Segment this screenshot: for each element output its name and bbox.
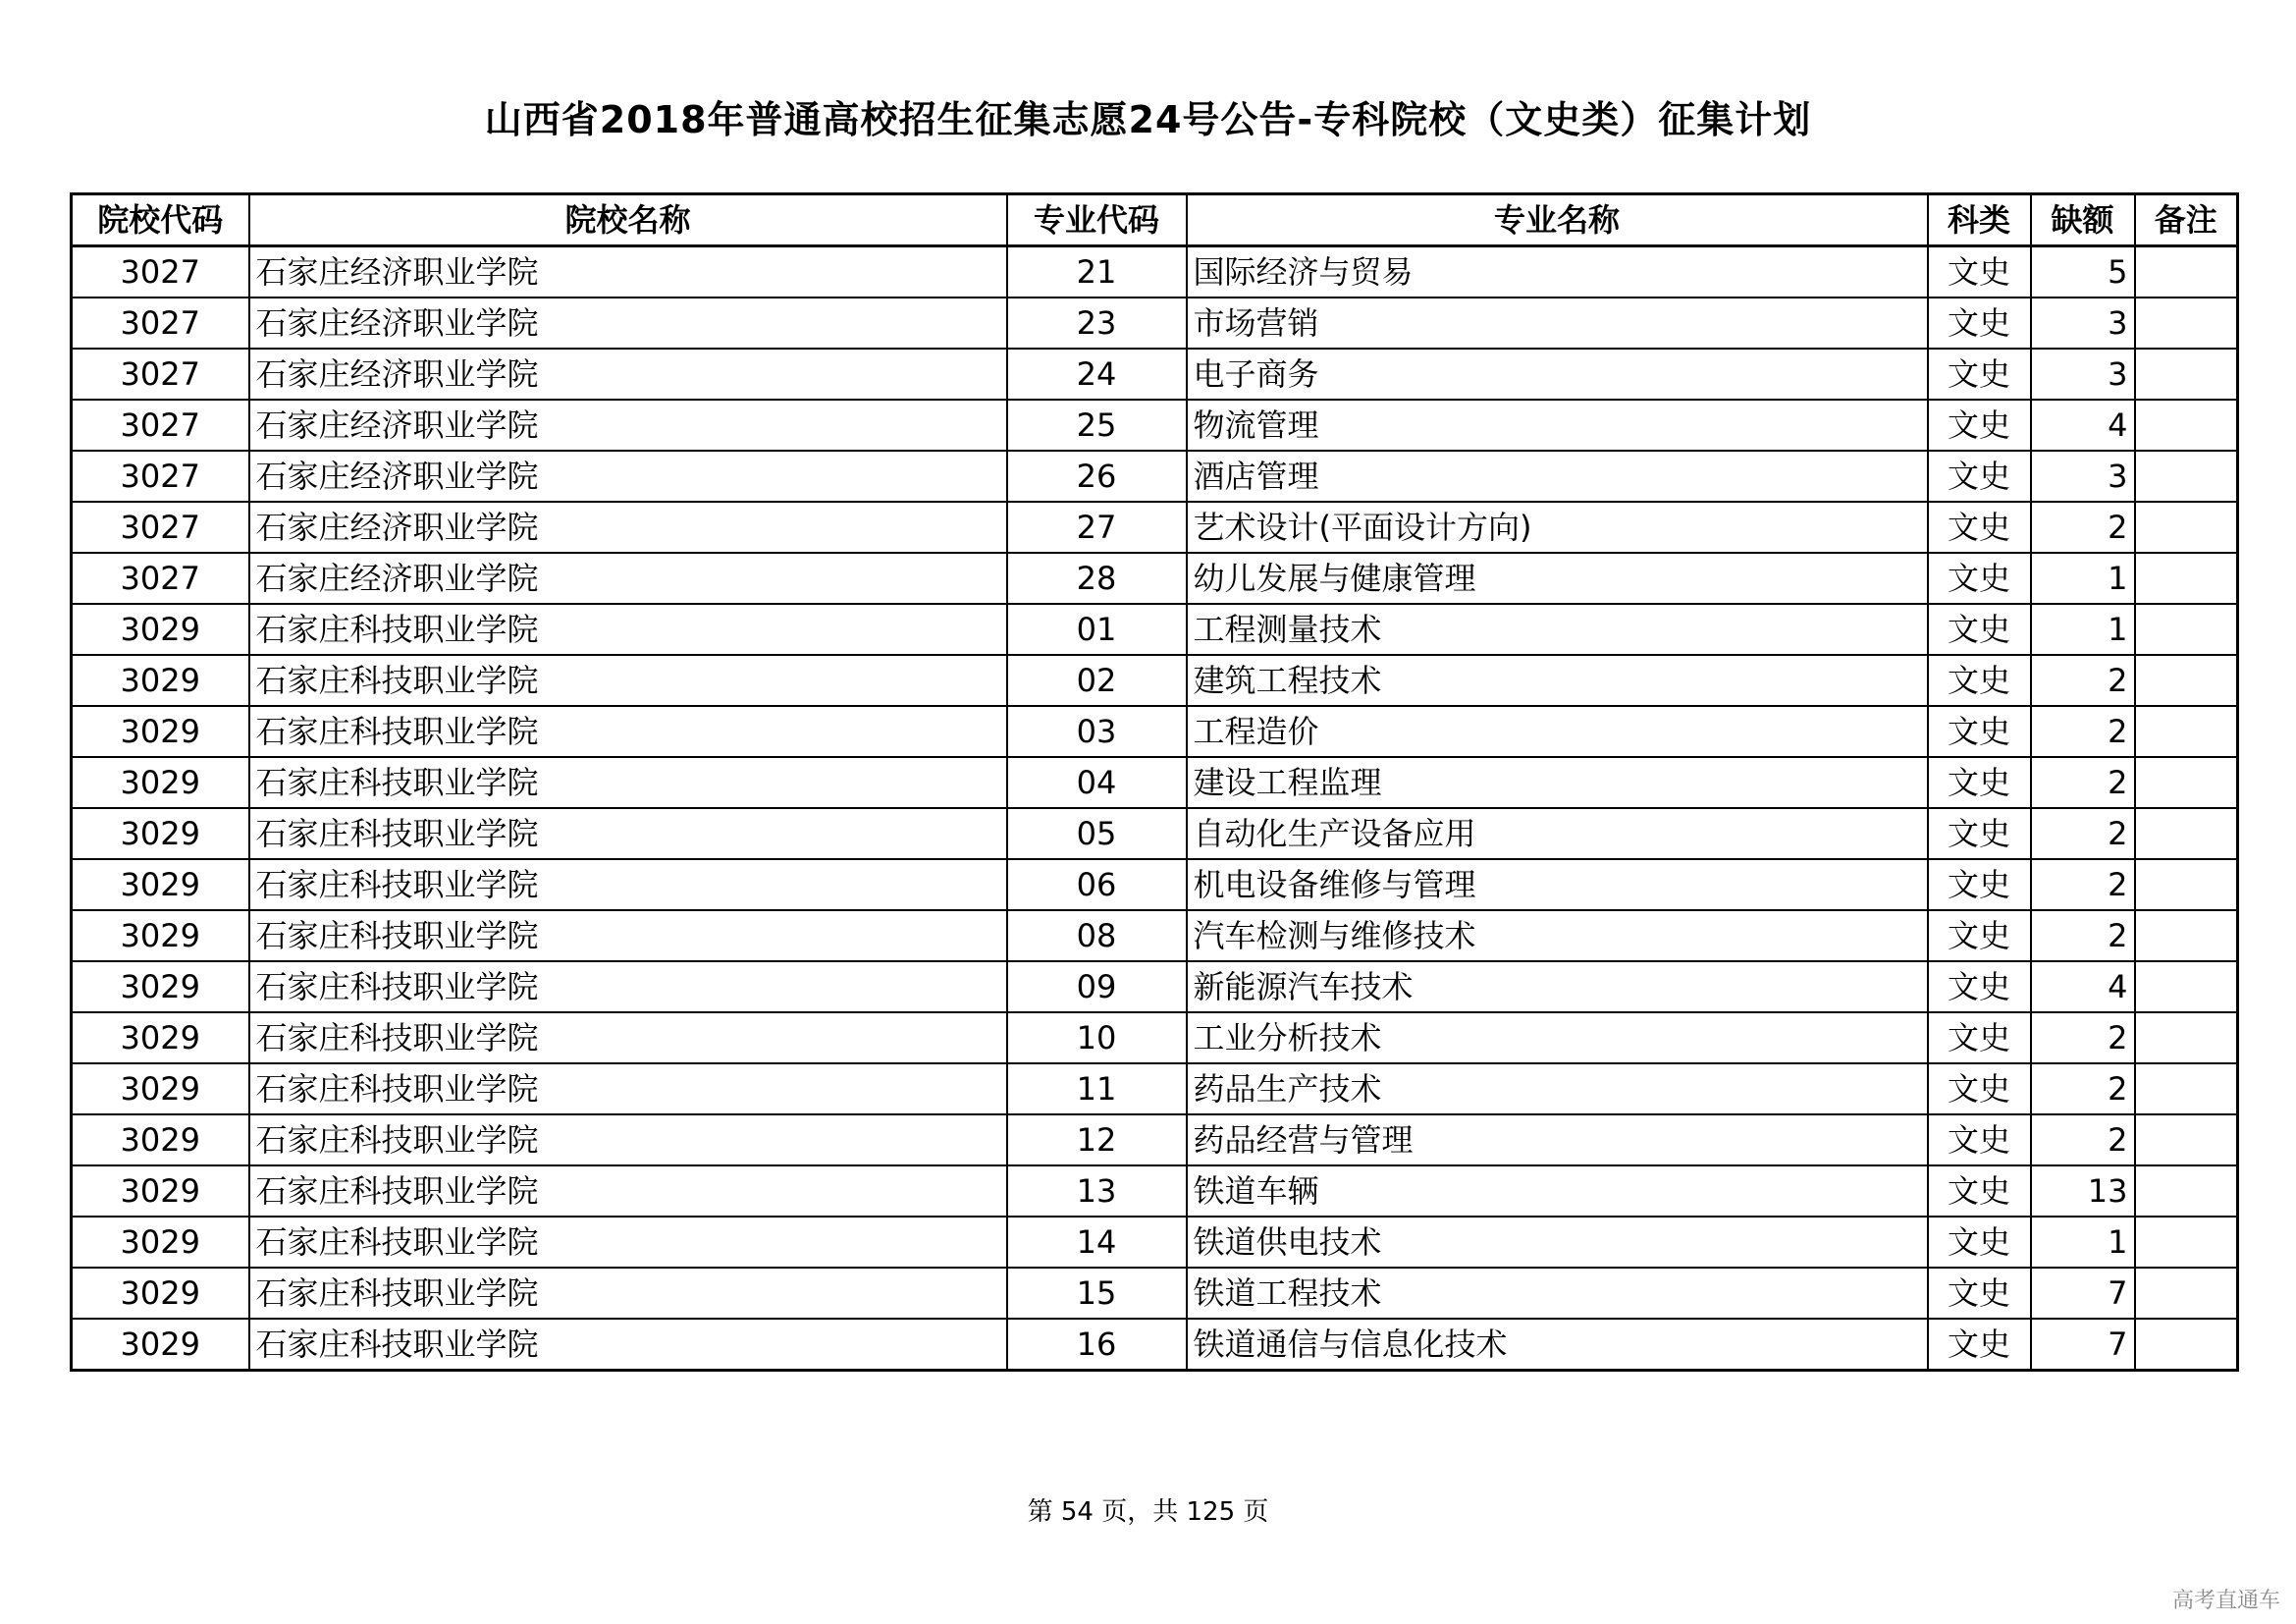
table-row bbox=[72, 349, 2238, 400]
cell-category: 文史 bbox=[1928, 910, 2031, 961]
table-row bbox=[72, 808, 2238, 859]
cell-major-code: 16 bbox=[1007, 1319, 1187, 1371]
cell-major-name: 工程造价 bbox=[1187, 706, 1928, 757]
cell-major-name: 建设工程监理 bbox=[1187, 757, 1928, 808]
cell-category: 文史 bbox=[1928, 553, 2031, 604]
cell-note bbox=[2135, 553, 2238, 604]
cell-vacancy: 1 bbox=[2031, 1217, 2135, 1268]
table-row bbox=[72, 604, 2238, 655]
cell-major-code: 03 bbox=[1007, 706, 1187, 757]
cell-school-code: 3029 bbox=[72, 910, 249, 961]
cell-note bbox=[2135, 757, 2238, 808]
cell-major-code: 12 bbox=[1007, 1114, 1187, 1165]
cell-vacancy: 2 bbox=[2031, 910, 2135, 961]
cell-school-name: 石家庄经济职业学院 bbox=[249, 553, 1007, 604]
cell-vacancy: 3 bbox=[2031, 349, 2135, 400]
cell-school-code: 3029 bbox=[72, 1165, 249, 1217]
cell-school-code: 3027 bbox=[72, 553, 249, 604]
cell-school-code: 3029 bbox=[72, 1063, 249, 1114]
cell-category: 文史 bbox=[1928, 1319, 2031, 1371]
cell-major-code: 13 bbox=[1007, 1165, 1187, 1217]
enrollment-plan-table bbox=[70, 192, 2239, 1372]
table-row bbox=[72, 553, 2238, 604]
table-row bbox=[72, 757, 2238, 808]
cell-major-code: 04 bbox=[1007, 757, 1187, 808]
cell-school-code: 3029 bbox=[72, 808, 249, 859]
cell-school-name: 石家庄科技职业学院 bbox=[249, 1268, 1007, 1319]
document-title: 山西省2018年普通高校招生征集志愿24号公告-专科院校（文史类）征集计划 bbox=[484, 98, 1812, 141]
cell-school-code: 3027 bbox=[72, 246, 249, 298]
cell-category: 文史 bbox=[1928, 655, 2031, 706]
cell-major-name: 工业分析技术 bbox=[1187, 1012, 1928, 1063]
cell-category: 文史 bbox=[1928, 1063, 2031, 1114]
cell-vacancy: 2 bbox=[2031, 502, 2135, 553]
cell-vacancy: 7 bbox=[2031, 1268, 2135, 1319]
cell-category: 文史 bbox=[1928, 706, 2031, 757]
cell-major-code: 21 bbox=[1007, 246, 1187, 298]
cell-school-name: 石家庄科技职业学院 bbox=[249, 1217, 1007, 1268]
cell-major-code: 11 bbox=[1007, 1063, 1187, 1114]
cell-category: 文史 bbox=[1928, 1268, 2031, 1319]
table-row bbox=[72, 859, 2238, 910]
cell-category: 文史 bbox=[1928, 961, 2031, 1012]
cell-vacancy: 2 bbox=[2031, 655, 2135, 706]
header-note: 备注 bbox=[2135, 194, 2238, 246]
cell-vacancy: 7 bbox=[2031, 1319, 2135, 1371]
cell-major-code: 27 bbox=[1007, 502, 1187, 553]
cell-note bbox=[2135, 655, 2238, 706]
cell-school-name: 石家庄科技职业学院 bbox=[249, 1319, 1007, 1371]
cell-school-code: 3029 bbox=[72, 757, 249, 808]
cell-school-name: 石家庄科技职业学院 bbox=[249, 604, 1007, 655]
cell-note bbox=[2135, 1319, 2238, 1371]
cell-school-code: 3027 bbox=[72, 298, 249, 349]
cell-major-name: 药品经营与管理 bbox=[1187, 1114, 1928, 1165]
cell-note bbox=[2135, 400, 2238, 451]
table-row bbox=[72, 1319, 2238, 1371]
cell-major-name: 铁道车辆 bbox=[1187, 1165, 1928, 1217]
cell-school-code: 3027 bbox=[72, 400, 249, 451]
cell-major-name: 自动化生产设备应用 bbox=[1187, 808, 1928, 859]
table-row bbox=[72, 706, 2238, 757]
table-row bbox=[72, 246, 2238, 298]
cell-vacancy: 2 bbox=[2031, 808, 2135, 859]
cell-major-code: 14 bbox=[1007, 1217, 1187, 1268]
cell-category: 文史 bbox=[1928, 1012, 2031, 1063]
cell-note bbox=[2135, 604, 2238, 655]
cell-category: 文史 bbox=[1928, 1114, 2031, 1165]
table-row bbox=[72, 1114, 2238, 1165]
table-body bbox=[72, 246, 2238, 1371]
cell-school-code: 3029 bbox=[72, 961, 249, 1012]
cell-major-name: 建筑工程技术 bbox=[1187, 655, 1928, 706]
header-category: 科类 bbox=[1928, 194, 2031, 246]
cell-major-name: 酒店管理 bbox=[1187, 451, 1928, 502]
cell-school-code: 3029 bbox=[72, 1319, 249, 1371]
cell-major-name: 电子商务 bbox=[1187, 349, 1928, 400]
cell-major-name: 艺术设计(平面设计方向) bbox=[1187, 502, 1928, 553]
cell-school-code: 3029 bbox=[72, 1268, 249, 1319]
cell-major-name: 幼儿发展与健康管理 bbox=[1187, 553, 1928, 604]
cell-major-code: 06 bbox=[1007, 859, 1187, 910]
cell-school-name: 石家庄科技职业学院 bbox=[249, 808, 1007, 859]
cell-school-name: 石家庄科技职业学院 bbox=[249, 1114, 1007, 1165]
cell-category: 文史 bbox=[1928, 349, 2031, 400]
cell-school-name: 石家庄科技职业学院 bbox=[249, 757, 1007, 808]
header-school-name: 院校名称 bbox=[249, 194, 1007, 246]
cell-major-code: 05 bbox=[1007, 808, 1187, 859]
cell-school-name: 石家庄科技职业学院 bbox=[249, 859, 1007, 910]
cell-note bbox=[2135, 502, 2238, 553]
cell-vacancy: 1 bbox=[2031, 604, 2135, 655]
cell-category: 文史 bbox=[1928, 808, 2031, 859]
cell-note bbox=[2135, 1165, 2238, 1217]
cell-major-code: 24 bbox=[1007, 349, 1187, 400]
cell-major-name: 铁道通信与信息化技术 bbox=[1187, 1319, 1928, 1371]
cell-school-name: 石家庄经济职业学院 bbox=[249, 246, 1007, 298]
table-row bbox=[72, 451, 2238, 502]
cell-note bbox=[2135, 298, 2238, 349]
cell-vacancy: 13 bbox=[2031, 1165, 2135, 1217]
cell-major-code: 23 bbox=[1007, 298, 1187, 349]
cell-school-name: 石家庄科技职业学院 bbox=[249, 910, 1007, 961]
cell-major-code: 02 bbox=[1007, 655, 1187, 706]
watermark-text: 高考直通车 bbox=[2171, 1589, 2280, 1613]
cell-school-name: 石家庄科技职业学院 bbox=[249, 1165, 1007, 1217]
cell-note bbox=[2135, 349, 2238, 400]
cell-vacancy: 5 bbox=[2031, 246, 2135, 298]
cell-school-name: 石家庄经济职业学院 bbox=[249, 451, 1007, 502]
page-number-footer: 第 54 页，共 125 页 bbox=[1027, 1497, 1269, 1527]
table-header-row bbox=[72, 194, 2238, 246]
cell-note bbox=[2135, 246, 2238, 298]
cell-school-code: 3029 bbox=[72, 706, 249, 757]
cell-school-code: 3027 bbox=[72, 451, 249, 502]
cell-category: 文史 bbox=[1928, 859, 2031, 910]
cell-major-code: 08 bbox=[1007, 910, 1187, 961]
cell-category: 文史 bbox=[1928, 298, 2031, 349]
cell-note bbox=[2135, 859, 2238, 910]
cell-category: 文史 bbox=[1928, 451, 2031, 502]
cell-school-name: 石家庄科技职业学院 bbox=[249, 1012, 1007, 1063]
cell-major-code: 10 bbox=[1007, 1012, 1187, 1063]
cell-vacancy: 2 bbox=[2031, 859, 2135, 910]
cell-school-code: 3029 bbox=[72, 604, 249, 655]
cell-major-name: 汽车检测与维修技术 bbox=[1187, 910, 1928, 961]
header-school-code: 院校代码 bbox=[72, 194, 249, 246]
cell-major-name: 物流管理 bbox=[1187, 400, 1928, 451]
table-row bbox=[72, 910, 2238, 961]
cell-school-code: 3029 bbox=[72, 655, 249, 706]
cell-vacancy: 1 bbox=[2031, 553, 2135, 604]
cell-school-name: 石家庄科技职业学院 bbox=[249, 961, 1007, 1012]
cell-school-code: 3029 bbox=[72, 1217, 249, 1268]
table-row bbox=[72, 502, 2238, 553]
cell-vacancy: 4 bbox=[2031, 961, 2135, 1012]
table-row bbox=[72, 655, 2238, 706]
cell-major-code: 28 bbox=[1007, 553, 1187, 604]
cell-category: 文史 bbox=[1928, 757, 2031, 808]
cell-school-code: 3029 bbox=[72, 859, 249, 910]
header-major-name: 专业名称 bbox=[1187, 194, 1928, 246]
cell-vacancy: 2 bbox=[2031, 1114, 2135, 1165]
cell-major-code: 15 bbox=[1007, 1268, 1187, 1319]
cell-category: 文史 bbox=[1928, 1217, 2031, 1268]
header-major-code: 专业代码 bbox=[1007, 194, 1187, 246]
cell-category: 文史 bbox=[1928, 502, 2031, 553]
cell-school-name: 石家庄经济职业学院 bbox=[249, 298, 1007, 349]
cell-note bbox=[2135, 961, 2238, 1012]
cell-school-code: 3029 bbox=[72, 1114, 249, 1165]
cell-vacancy: 2 bbox=[2031, 1012, 2135, 1063]
cell-note bbox=[2135, 1217, 2238, 1268]
table-row bbox=[72, 1012, 2238, 1063]
cell-vacancy: 4 bbox=[2031, 400, 2135, 451]
table-row bbox=[72, 400, 2238, 451]
cell-major-name: 国际经济与贸易 bbox=[1187, 246, 1928, 298]
cell-school-name: 石家庄经济职业学院 bbox=[249, 400, 1007, 451]
table-row bbox=[72, 298, 2238, 349]
table-row bbox=[72, 961, 2238, 1012]
cell-major-code: 09 bbox=[1007, 961, 1187, 1012]
cell-note bbox=[2135, 706, 2238, 757]
cell-category: 文史 bbox=[1928, 246, 2031, 298]
cell-note bbox=[2135, 1114, 2238, 1165]
header-vacancy: 缺额 bbox=[2031, 194, 2135, 246]
table-row bbox=[72, 1217, 2238, 1268]
cell-note bbox=[2135, 808, 2238, 859]
cell-major-code: 01 bbox=[1007, 604, 1187, 655]
cell-school-name: 石家庄经济职业学院 bbox=[249, 502, 1007, 553]
cell-school-code: 3027 bbox=[72, 502, 249, 553]
cell-category: 文史 bbox=[1928, 1165, 2031, 1217]
cell-school-code: 3029 bbox=[72, 1012, 249, 1063]
cell-major-name: 市场营销 bbox=[1187, 298, 1928, 349]
cell-school-code: 3027 bbox=[72, 349, 249, 400]
cell-major-code: 26 bbox=[1007, 451, 1187, 502]
cell-note bbox=[2135, 1012, 2238, 1063]
cell-school-name: 石家庄科技职业学院 bbox=[249, 706, 1007, 757]
cell-school-name: 石家庄经济职业学院 bbox=[249, 349, 1007, 400]
cell-major-name: 机电设备维修与管理 bbox=[1187, 859, 1928, 910]
cell-note bbox=[2135, 1268, 2238, 1319]
cell-major-name: 新能源汽车技术 bbox=[1187, 961, 1928, 1012]
cell-category: 文史 bbox=[1928, 400, 2031, 451]
cell-school-name: 石家庄科技职业学院 bbox=[249, 655, 1007, 706]
cell-major-code: 25 bbox=[1007, 400, 1187, 451]
table-row bbox=[72, 1063, 2238, 1114]
cell-vacancy: 3 bbox=[2031, 451, 2135, 502]
cell-category: 文史 bbox=[1928, 604, 2031, 655]
table-row bbox=[72, 1268, 2238, 1319]
cell-major-name: 工程测量技术 bbox=[1187, 604, 1928, 655]
cell-major-name: 铁道供电技术 bbox=[1187, 1217, 1928, 1268]
cell-vacancy: 2 bbox=[2031, 1063, 2135, 1114]
cell-vacancy: 2 bbox=[2031, 757, 2135, 808]
cell-note bbox=[2135, 910, 2238, 961]
cell-major-name: 药品生产技术 bbox=[1187, 1063, 1928, 1114]
cell-school-name: 石家庄科技职业学院 bbox=[249, 1063, 1007, 1114]
cell-note bbox=[2135, 451, 2238, 502]
cell-major-name: 铁道工程技术 bbox=[1187, 1268, 1928, 1319]
table-row bbox=[72, 1165, 2238, 1217]
cell-vacancy: 3 bbox=[2031, 298, 2135, 349]
cell-note bbox=[2135, 1063, 2238, 1114]
cell-vacancy: 2 bbox=[2031, 706, 2135, 757]
